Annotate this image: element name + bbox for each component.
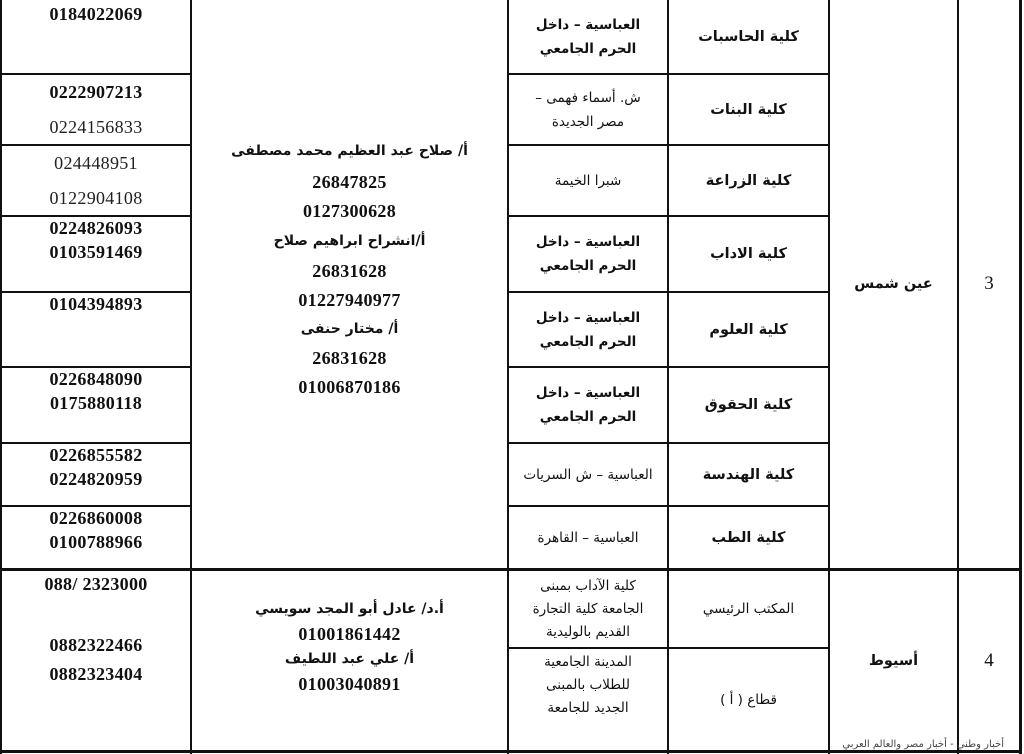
- address-line: كلية الآداب بمبنى: [540, 577, 636, 594]
- address-line: الحرم الجامعي: [539, 40, 637, 57]
- address-line: العباسية – داخل: [535, 309, 641, 326]
- row-number-value: 3: [984, 273, 994, 294]
- faculty-cell: [669, 649, 828, 750]
- address-cell: [509, 217, 667, 291]
- row-number-value: 4: [984, 649, 994, 671]
- contact-name: أ/ علي عبد اللطيف: [284, 651, 415, 667]
- faculty-cell: [669, 571, 828, 647]
- phone-number: 0224156833: [49, 116, 143, 137]
- address-line: القديم بالوليدية: [545, 623, 631, 640]
- faculty-label: المكتب الرئيسي: [702, 601, 795, 617]
- faculty-cell: [669, 507, 828, 568]
- address-line: العباسية – داخل: [535, 385, 641, 401]
- phones-cell: [2, 571, 190, 750]
- phone-number: 0103591469: [49, 242, 143, 262]
- phones-cell: [2, 506, 190, 568]
- phones-cell: [2, 292, 190, 366]
- faculty-cell: [669, 444, 828, 505]
- contact-name: أ/ مختار حنفى: [300, 321, 399, 337]
- phone-number: 0226855582: [49, 445, 143, 465]
- contact-name: أ/ صلاح عبد العظيم محمد مصطفى: [231, 143, 468, 159]
- contact-persons-cell: [192, 134, 507, 404]
- phone-number: 0104394893: [49, 294, 143, 314]
- faculty-label: كلية الزراعة: [705, 172, 792, 189]
- contact-phone: 26847825: [312, 172, 387, 192]
- contact-persons-cell: [192, 596, 507, 716]
- faculty-cell: [669, 0, 828, 73]
- phone-number: 0100788966: [49, 532, 143, 552]
- phone-number: 0184022069: [49, 4, 143, 24]
- faculty-cell: [669, 75, 828, 144]
- address-line: العباسية – داخل: [535, 234, 641, 250]
- phone-number: 0175880118: [49, 393, 142, 413]
- contact-name: أ.د/ عادل أبو المجد سويسي: [255, 601, 444, 617]
- faculty-cell: [669, 146, 828, 215]
- faculty-cell: [669, 217, 828, 291]
- faculty-label: كلية الهندسة: [702, 466, 795, 483]
- phones-cell: [2, 146, 190, 215]
- address-line: الحرم الجامعي: [539, 258, 637, 274]
- address-cell: [509, 75, 667, 144]
- address-line: الحرم الجامعي: [539, 333, 637, 350]
- phone-number: 024448951: [54, 152, 138, 173]
- faculty-label: كلية العلوم: [709, 321, 788, 338]
- address-line: شبرا الخيمة: [554, 172, 622, 189]
- address-line: ش. أسماء فهمى –: [535, 89, 641, 106]
- faculty-label: كلية الاداب: [710, 246, 787, 262]
- address-cell: [509, 293, 667, 366]
- row-number: [959, 0, 1019, 568]
- address-cell: [509, 146, 667, 215]
- contact-phone: 01006870186: [298, 377, 401, 397]
- phone-number: 0224820959: [49, 469, 143, 489]
- address-cell: [509, 571, 667, 647]
- phone-number: 0222907213: [49, 81, 143, 102]
- watermark: أخبار وطني - أخبار مصر والعالم العربي: [842, 739, 1004, 750]
- phone-number: 088/ 2323000: [44, 574, 148, 594]
- address-cell: [509, 368, 667, 442]
- faculty-label: كلية الطب: [711, 529, 786, 546]
- contact-phone: 01001861442: [298, 624, 401, 644]
- contact-phone: 26831628: [312, 261, 387, 281]
- phone-number: 0122904108: [49, 187, 143, 208]
- table-bottom: [0, 750, 1022, 753]
- contact-phone: 26831628: [312, 348, 387, 368]
- phones-cell: [2, 216, 190, 291]
- faculty-label: كلية البنات: [710, 101, 787, 118]
- faculty-label: كلية الحاسبات: [698, 28, 799, 45]
- address-line: الحرم الجامعي: [539, 409, 637, 425]
- phones-cell: [2, 367, 190, 442]
- university-name: [830, 571, 957, 750]
- university-label: عين شمس: [854, 276, 933, 292]
- col-divider: [1019, 0, 1022, 754]
- address-cell: [509, 0, 667, 73]
- address-line: الجامعة كلية التجارة: [532, 600, 644, 617]
- phones-cell: [2, 443, 190, 505]
- phone-number: 0226860008: [49, 508, 143, 528]
- faculty-cell: [669, 368, 828, 442]
- faculty-label: قطاع ( أ ): [720, 691, 777, 708]
- university-label: أسيوط: [868, 652, 919, 669]
- address-line: العباسية – ش السريات: [523, 466, 653, 483]
- address-line: للطلاب بالمبنى: [546, 677, 630, 693]
- phone-number: 0226848090: [49, 369, 143, 389]
- address-line: العباسية – القاهرة: [537, 529, 639, 546]
- address-line: العباسية – داخل: [535, 16, 641, 33]
- address-cell: [509, 651, 667, 750]
- contact-phone: 01227940977: [298, 290, 401, 310]
- faculty-cell: [669, 293, 828, 366]
- row-number: [959, 571, 1019, 750]
- phone-number: 0882323404: [49, 664, 143, 684]
- contact-name: أ/انشراح ابراهيم صلاح: [273, 233, 426, 249]
- faculty-label: كلية الحقوق: [704, 397, 793, 413]
- address-line: مصر الجديدة: [551, 113, 625, 130]
- address-line: المدينة الجامعية: [544, 654, 632, 670]
- address-cell: [509, 507, 667, 568]
- phones-cell: [2, 2, 190, 73]
- address-cell: [509, 444, 667, 505]
- phones-cell: [2, 75, 190, 144]
- phone-number: 0224826093: [49, 218, 143, 238]
- phone-number: 0882322466: [49, 635, 143, 655]
- address-line: الجديد للجامعة: [547, 700, 629, 716]
- contact-phone: 01003040891: [298, 674, 401, 694]
- contact-phone: 0127300628: [303, 201, 396, 221]
- university-name: [830, 0, 957, 568]
